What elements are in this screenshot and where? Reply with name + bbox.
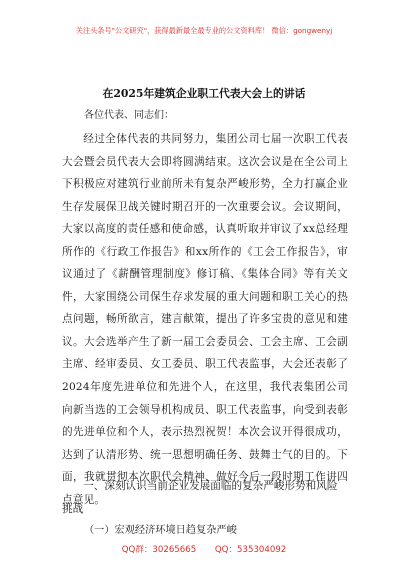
salutation: 各位代表、同志们： — [84, 110, 174, 121]
body-paragraph: 经过全体代表的共同努力，集团公司七届一次职工代表大会暨会员代表大会即将圆满结束。这次会议是在全公司上下积极应对建筑行业前所未有复杂严峻形势，全力打赢企业生存发展保卫战关键时期召开的一次重要会议。会议期间，大家以高度的责任感和使命感，认真听取并审议了xx总经理所作的《行政工作报告》和xx所作的《工会工作报告》，审议通过了《薪酬管理制度》修订稿、《集体合同》等有关文件，大家围绕公司保生存求发展的重大问题和职工关心的热点问题，畅所欲言，建言献策，提出了许多宝贵的意见和建议。大会选举产生了新一届工会委员会、工会主席、工会副主席、经审委员、女工委员、职工代表监事，大会还表彰了2024年度先进单位和先进个人，在这里，我代表集团公司向新当选的工会领导机构成员、职工代表监事，向受到表彰的先进单位和个人，表示热烈祝贺！本次会议开得很成功，达到了认清形势、统一思想明确任务、鼓舞士气的目的。下面，我就贯彻本次职代会精神、做好今后一段时期工作讲四点意见。 — [62, 133, 348, 506]
document-title: 在2025年建筑企业职工代表大会上的讲话 — [102, 87, 306, 100]
footer-contact — [0, 543, 408, 555]
footer-qq-number: QQ：535304092 — [214, 545, 287, 555]
subsection-heading-1: （一）宏观经济环境日趋复杂严峻 — [84, 525, 237, 536]
header-banner: 关注头条号"公文研究"，获得最新最全最专业的公文资料库！ 微信：gongwenyj — [75, 26, 333, 35]
section-heading-1: 一、深刻认识当前企业发展面临的复杂严峻形势和风险挑战 — [62, 480, 338, 515]
footer-qq-group: QQ群：30265665 — [121, 545, 197, 555]
